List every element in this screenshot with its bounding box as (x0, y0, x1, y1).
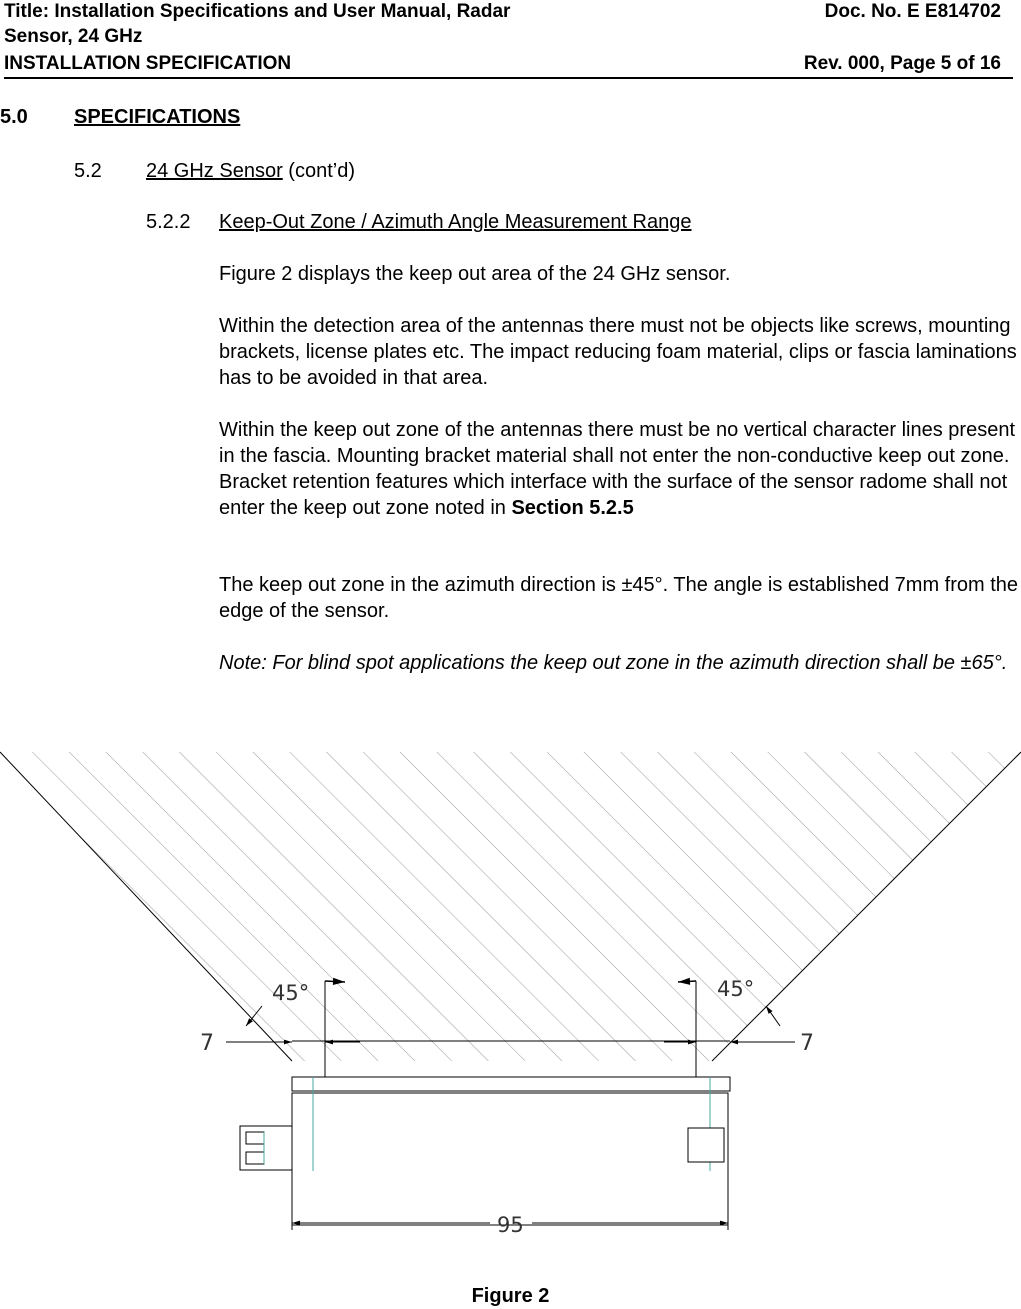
right-leader-arrow (766, 1006, 780, 1026)
offset-label-right: 7 (800, 1031, 814, 1056)
width-label: 95 (497, 1213, 524, 1237)
paragraph-note-blind-spot: Note: For blind spot applications the keep out zone in the azimuth direction shall be ±65°. (219, 652, 1008, 674)
angle-label-right: 45° (717, 977, 755, 1001)
paragraph-keep-out-zone (219, 417, 1019, 521)
section-title: SPECIFICATIONS (74, 106, 241, 128)
section-reference: Section 5.2.5 (511, 497, 634, 519)
paragraph-detection-area: Within the detection area of the antennas there must not be objects like screws, mounting brackets, license plates etc. The impact reducing foam material, clips or fascia laminations has to be avoided in that area. (219, 315, 1017, 389)
subsubsection-number: 5.2.2 (146, 211, 191, 233)
left-angle-arrow (325, 981, 345, 982)
sensor-side-feature (688, 1128, 724, 1162)
figure-caption: Figure 2 (471, 1285, 550, 1307)
offset-label-left: 7 (200, 1031, 214, 1056)
sensor-housing (292, 1093, 728, 1225)
angle-label-left: 45° (272, 981, 310, 1005)
doc-type: INSTALLATION SPECIFICATION (4, 53, 292, 74)
section-number: 5.0 (0, 106, 28, 128)
paragraph-azimuth: The keep out zone in the azimuth direction is ±45°. The angle is established 7mm from the edge of the sensor. (219, 574, 1019, 622)
subsection-heading (146, 158, 355, 184)
keep-out-zone-drawing (0, 720, 1021, 1260)
subsection-number: 5.2 (74, 160, 102, 182)
paragraph-figure-intro: Figure 2 displays the keep out area of the 24 GHz sensor. (219, 263, 731, 285)
connector-pin-bottom (246, 1152, 264, 1164)
rev-page: Rev. 000, Page 5 of 16 (803, 53, 1001, 74)
subsubsection-title: Keep-Out Zone / Azimuth Angle Measurement Range (219, 211, 692, 233)
subsection-title: 24 GHz Sensor (146, 160, 283, 182)
keep-out-hatch (0, 752, 1021, 1061)
doc-title-line1: Title: Installation Specifications and User Manual, Radar (4, 1, 511, 22)
doc-title-line2: Sensor, 24 GHz (4, 26, 143, 47)
subsection-suffix: (cont’d) (288, 160, 355, 182)
connector-pin-top (246, 1132, 264, 1144)
sensor-radome (292, 1077, 730, 1091)
keep-out-text: Within the keep out zone of the antennas there must be no vertical character lines present in the fascia. Mounting bracket material shall not enter the non-conductive keep out zone. Bracket retention features which interface with the surface of the sensor radome shall not enter the keep out zone noted in (219, 419, 1016, 519)
right-angle-arrow (678, 981, 696, 982)
header-rule (4, 77, 1013, 79)
doc-number: Doc. No. E E814702 (824, 1, 1001, 22)
